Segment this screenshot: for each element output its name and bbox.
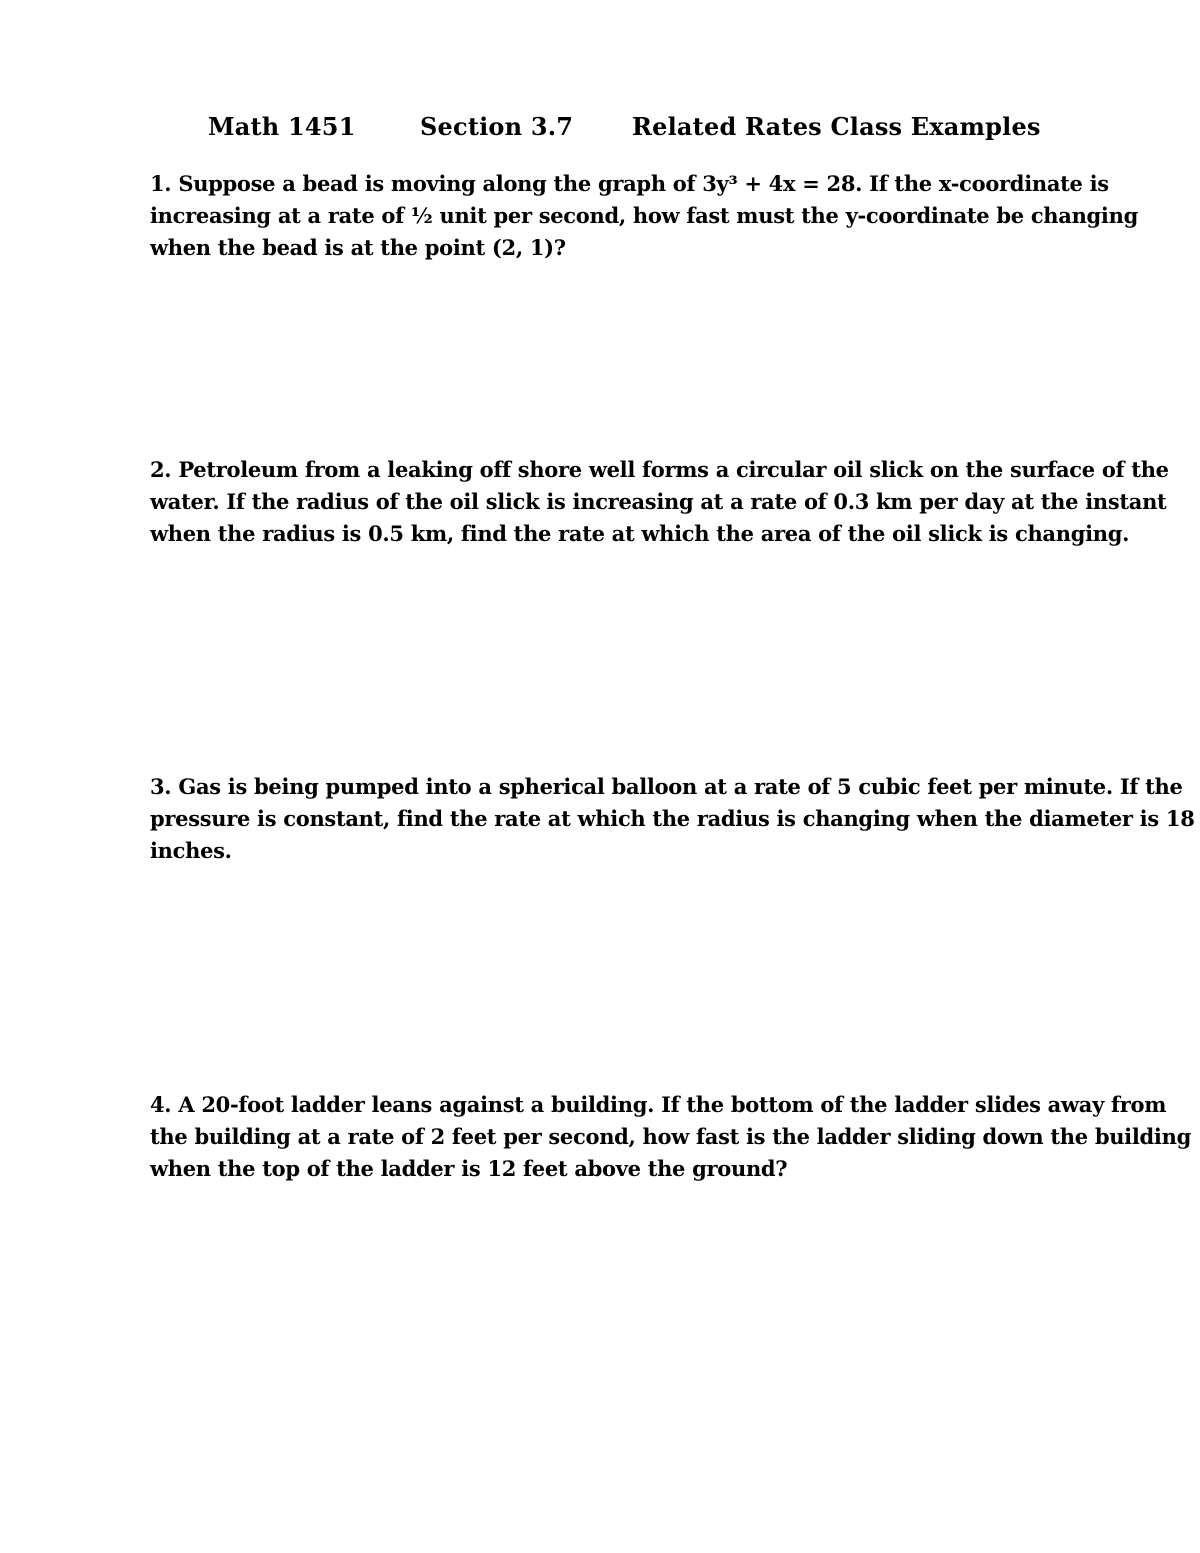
problem-line: 4. A 20-foot ladder leans against a building. If the bottom of the ladder slides away from bbox=[150, 1092, 1167, 1117]
problem-line: when the radius is 0.5 km, find the rate at which the area of the oil slick is changing. bbox=[150, 521, 1130, 546]
worksheet-title: Related Rates Class Examples bbox=[632, 112, 1041, 141]
problem-line: when the bead is at the point (2, 1)? bbox=[150, 235, 566, 260]
problem-4 bbox=[150, 1089, 1191, 1185]
problem-line: inches. bbox=[150, 838, 232, 863]
problem-1 bbox=[150, 168, 1138, 264]
problem-line: increasing at a rate of ½ unit per second, how fast must the y-coordinate be changing bbox=[150, 203, 1138, 228]
problem-line: 2. Petroleum from a leaking off shore well forms a circular oil slick on the surface of the bbox=[150, 457, 1169, 482]
problem-line: 1. Suppose a bead is moving along the graph of 3y³ + 4x = 28. If the x-coordinate is bbox=[150, 171, 1109, 196]
worksheet-header bbox=[0, 112, 1200, 152]
course-title: Math 1451 bbox=[208, 112, 356, 141]
problem-2 bbox=[150, 454, 1169, 550]
problem-line: pressure is constant, find the rate at which the radius is changing when the diameter is 18 bbox=[150, 806, 1195, 831]
problem-line: the building at a rate of 2 feet per second, how fast is the ladder sliding down the building bbox=[150, 1124, 1191, 1149]
problem-line: water. If the radius of the oil slick is increasing at a rate of 0.3 km per day at the instant bbox=[150, 489, 1167, 514]
problem-line: 3. Gas is being pumped into a spherical balloon at a rate of 5 cubic feet per minute. If the bbox=[150, 774, 1183, 799]
problem-line: when the top of the ladder is 12 feet above the ground? bbox=[150, 1156, 788, 1181]
section-title: Section 3.7 bbox=[420, 112, 574, 141]
problem-3 bbox=[150, 771, 1195, 867]
